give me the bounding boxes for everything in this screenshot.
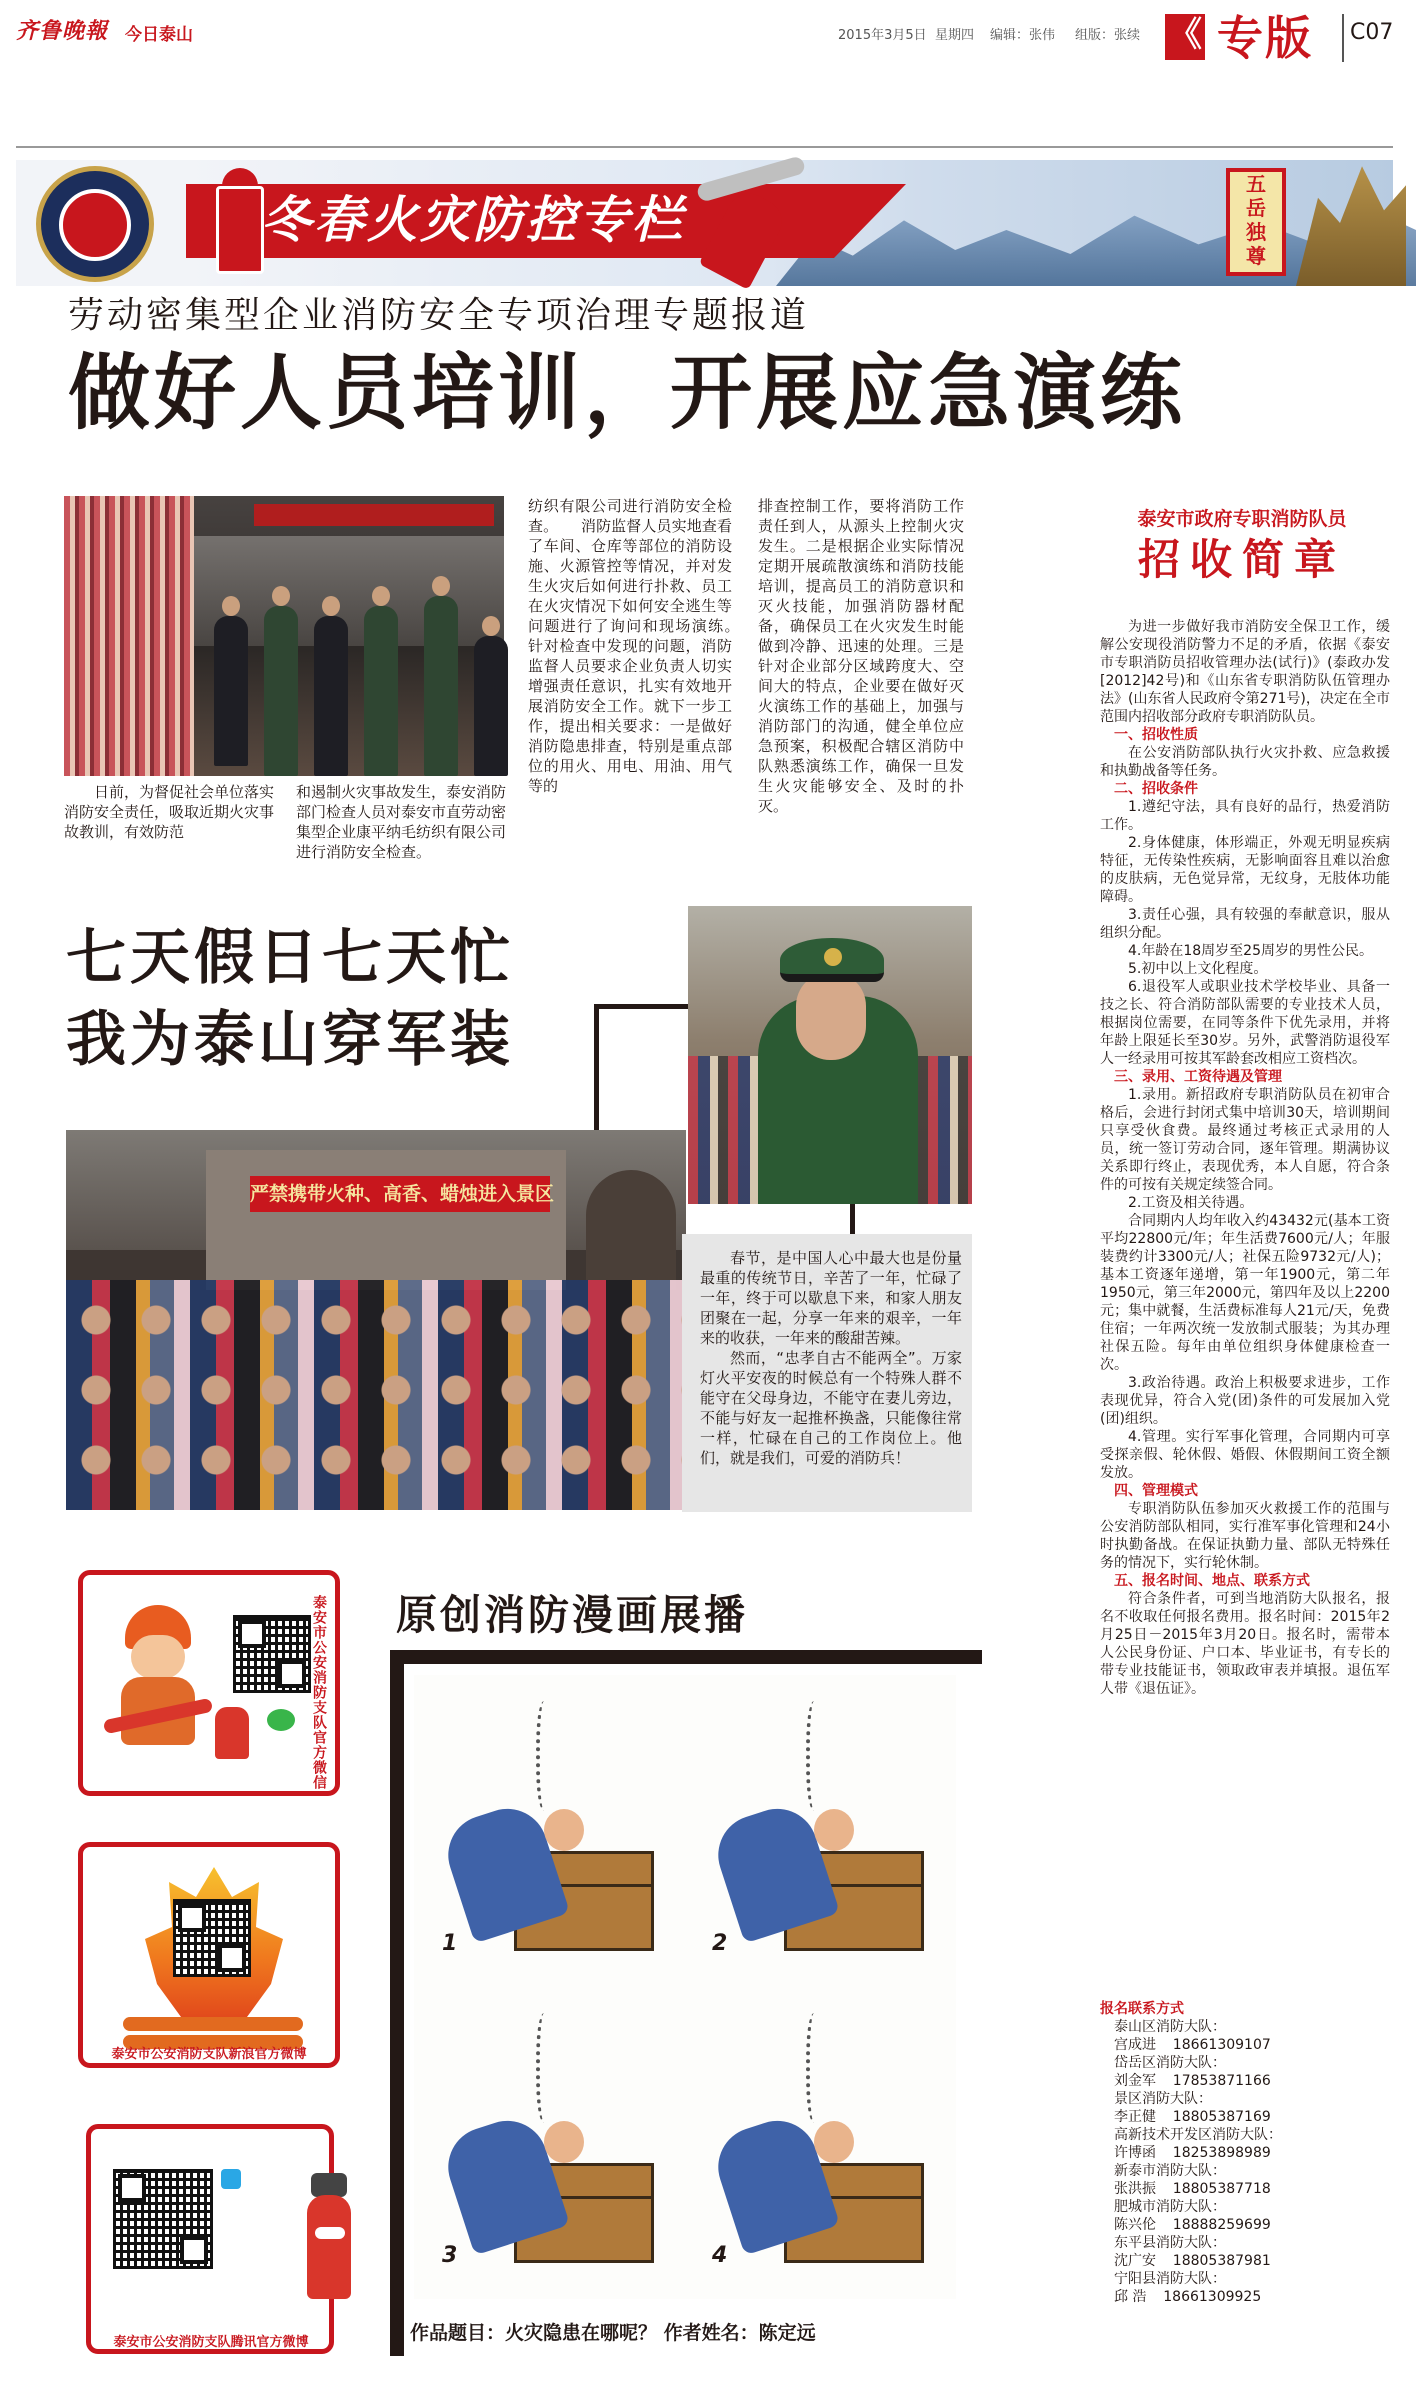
tencent-weibo-qr-code[interactable] xyxy=(113,2169,213,2269)
contact-phone[interactable]: 18661309925 xyxy=(1163,2289,1262,2305)
contact-list xyxy=(1100,2018,1390,2306)
inspection-photo xyxy=(64,496,504,776)
recruit-org: 泰安市政府专职消防队员 xyxy=(1137,508,1347,530)
article1-column2: 排查控制工作，要将消防工作责任到人，从源头上控制火灾发生。二是根据企业实际情况定期开展疏散演练和消防技能培训，提高员工的消防意识和灭火技能，加强消防器材配备，确保员工在火灾发生时能做到冷静、迅速的处理。三是针对企业部分区域跨度大、空间大的特点，企业要在做好灭火演练工作的基础上，加强与消防部门的沟通，健全单位应急预案，积极配合辖区消防中队熟悉演练工作，确保一旦发生火灾能够安全、及时的扑灭。 xyxy=(758,497,964,815)
article2-headline-line1: 七天假日七天忙 xyxy=(66,923,514,993)
wechat-label: 泰安市公安消防支队官方微信 xyxy=(311,1595,327,1790)
extinguisher-icon xyxy=(666,162,816,282)
contact-person xyxy=(1100,2072,1390,2090)
recruit-section-title: 四、管理模式 xyxy=(1114,1483,1198,1499)
contact-unit: 宁阳县消防大队： xyxy=(1114,2271,1226,2287)
contact-name: 邱 浩 xyxy=(1114,2289,1147,2305)
recruit-item: 合同期内人均年收入约43432元(基本工资平均22800元/年；年生活费7600元/人；年服装费约计3300元/人；社保五险9732元/人)；基本工资逐年递增，第一年1900元，第二年1950元，第三年2000元，第四年及以上2200元；集中就餐，生活费标准每人21元/天，免费住宿；一年两次统一发放制式服装；为其办理社保五险。每年由单位组织身体健康检查一次。 xyxy=(1100,1213,1390,1373)
issue-date: 2015年3月5日 xyxy=(838,28,927,43)
recruit-paragraph: 在公安消防部队执行火灾扑救、应急救援和执勤战备等任务。 xyxy=(1100,745,1390,779)
page-tag xyxy=(1165,12,1335,64)
contacts-title: 报名联系方式 xyxy=(1100,2001,1184,2017)
wechat-qr-code[interactable] xyxy=(233,1615,311,1693)
contact-person xyxy=(1100,2216,1390,2234)
recruit-section-title: 五、报名时间、地点、联系方式 xyxy=(1114,1573,1310,1589)
cartoon-section-title: 原创消防漫画展播 xyxy=(396,1591,748,1639)
sina-weibo-promo xyxy=(78,1842,340,2068)
quote-paragraph: 然而，“忠孝自古不能两全”。万家灯火平安夜的时候总有一个特殊人群不能守在父母身边，不能守在妻儿旁边，不能与好友一起推杯换盏，只能像往常一样，忙碌在自己的工作岗位上。他们，就是我们，可爱的消防兵！ xyxy=(700,1349,962,1467)
article1-subtitle: 劳动密集型企业消防安全专项治理专题报道 xyxy=(68,295,810,336)
contact-unit: 泰山区消防大队： xyxy=(1114,2019,1226,2035)
hydrant-icon xyxy=(215,1707,249,1759)
contact-phone[interactable]: 18253898989 xyxy=(1172,2145,1271,2161)
recruit-item: 3.政治待遇。政治上积极要求进步，工作表现优异，符合入党(团)条件的可发展加入党(团)组织。 xyxy=(1100,1375,1390,1427)
contact-person xyxy=(1100,2288,1390,2306)
quote-text xyxy=(700,1248,962,1468)
recruit-item: 4.管理。实行军事化管理，合同期内可享受探亲假、轮休假、婚假、休假期间工资全额发放。 xyxy=(1100,1429,1390,1481)
cartoon-strip xyxy=(414,1675,956,2299)
contact-phone[interactable]: 18888259699 xyxy=(1172,2217,1271,2233)
recruit-section-title: 一、招收性质 xyxy=(1114,727,1198,743)
quote-paragraph: 春节，是中国人心中最大也是份量最重的传统节日，辛苦了一年，忙碌了一年，终于可以歇息下来，和家人朋友团聚在一起，分享一年来的艰辛，一年来的收获，一年来的酸甜苦辣。 xyxy=(700,1249,962,1347)
hydrant-icon xyxy=(212,168,268,278)
contact-unit: 景区消防大队： xyxy=(1114,2091,1212,2107)
cartoon-caption: 作品题目：火灾隐患在哪呢？ 作者姓名：陈定远 xyxy=(410,2322,816,2344)
log-icon xyxy=(123,2017,303,2031)
contact-name: 张洪振 xyxy=(1114,2181,1156,2197)
recruit-contacts xyxy=(1100,2000,1390,2306)
contact-name: 陈兴伦 xyxy=(1114,2217,1156,2233)
contact-person xyxy=(1100,2252,1390,2270)
recruit-intro: 为进一步做好我市消防安全保卫工作，缓解公安现役消防警力不足的矛盾，依据《泰安市专职消防员招收管理办法(试行)》(泰政办发[2012]42号)和《山东省专职消防队伍管理办法》(山东省人民政府令第271号)，决定在全市范围内招收部分政府专职消防队员。 xyxy=(1100,619,1390,725)
recruit-item: 2.工资及相关待遇。 xyxy=(1128,1195,1254,1211)
contact-person xyxy=(1100,2144,1390,2162)
header-rule xyxy=(16,146,1393,148)
contact-person xyxy=(1100,2108,1390,2126)
header-divider xyxy=(1342,14,1344,62)
contact-unit: 高新技术开发区消防大队： xyxy=(1114,2127,1282,2143)
contact-unit: 肥城市消防大队： xyxy=(1114,2199,1226,2215)
recruit-item: 3.责任心强，具有较强的奉献意识，服从组织分配。 xyxy=(1100,907,1390,941)
crowd-photo xyxy=(66,1130,686,1510)
peak-illustration xyxy=(1296,160,1406,286)
recruit-paragraph: 符合条件者，可到当地消防大队报名，报名不收取任何报名费用。报名时间：2015年2月25日－2015年3月20日。报名时，需带本人公民身份证、户口本、毕业证书，有专长的带专业技能证书，领取政审表并填报。退伍军人带《退伍证》。 xyxy=(1100,1591,1390,1697)
extinguisher-mascot-icon xyxy=(301,2173,355,2303)
contact-name: 宫成进 xyxy=(1114,2037,1156,2053)
contact-name: 刘金军 xyxy=(1114,2073,1156,2089)
section-name: 今日泰山 xyxy=(125,25,193,45)
connector-line xyxy=(594,1004,599,1130)
article1-column1: 纺织有限公司进行消防安全检查。 消防监督人员实地查看了车间、仓库等部位的消防设施、火源管控等情况，并对发生火灾后如何进行扑救、员工在火灾情况下如何安全逃生等问题进行了询问和现场演练。 针对检查中发现的问题，消防监督人员要求企业负责人切实增强责任意识，扎实有效地开展消防安全工作。就下一步工作，提出相关要求：一是做好消防隐患排查，特别是重点部位的用火、用电、用油、用气等的 xyxy=(528,497,763,795)
contact-phone[interactable]: 18805387981 xyxy=(1172,2253,1271,2269)
recruit-item: 1.录用。新招政府专职消防队员在初审合格后，会进行封闭式集中培训30天，培训期间只享受伙食费。最终通过考核正式录用的人员，统一签订劳动合同，逐年管理。期满协议关系即行终止，表现优秀，本人自愿，符合条件的可按有关规定续签合同。 xyxy=(1100,1087,1390,1193)
contact-phone[interactable]: 18805387718 xyxy=(1172,2181,1271,2197)
fire-police-emblem-icon xyxy=(36,166,154,282)
wechat-promo xyxy=(78,1570,340,1796)
tag-label: 专版 xyxy=(1217,11,1313,65)
recruit-paragraph: 专职消防队伍参加灭火救援工作的范围与公安消防部队相同，实行准军事化管理和24小时执勤备战。在保证执勤力量、部队无特殊任务的情况下，实行轮休制。 xyxy=(1100,1501,1390,1571)
contact-name: 沈广安 xyxy=(1114,2253,1156,2269)
contact-unit: 新泰市消防大队： xyxy=(1114,2163,1226,2179)
contact-unit: 东平县消防大队： xyxy=(1114,2235,1226,2251)
soldier-photo xyxy=(688,906,972,1204)
cartoon-panel: 2 xyxy=(694,1681,944,1971)
newspaper-logo: 齐鲁晚報 xyxy=(16,18,109,44)
recruit-item: 2.身体健康，体形端正，外观无明显疾病特征，无传染性疾病，无影响面容且难以治愈的皮肤病，无色觉异常，无纹身，无肢体功能障碍。 xyxy=(1100,835,1390,905)
cartoon-panel: 4 xyxy=(694,1993,944,2283)
article1-caption-part2: 和遏制火灾事故发生，泰安消防部门检查人员对泰安市直劳动密集型企业康平纳毛纺织有限公司进行消防安全检查。 xyxy=(296,783,507,861)
connector-line xyxy=(850,1204,855,1234)
recruit-item: 5.初中以上文化程度。 xyxy=(1128,961,1268,977)
article1-caption-part1: 日前，为督促社会单位落实消防安全责任，吸取近期火灾事故教训，有效防范 xyxy=(64,783,275,841)
contact-person xyxy=(1100,2180,1390,2198)
layout-credit: 组版：张续 xyxy=(1075,28,1141,43)
recruit-title: 招收简章 xyxy=(1137,535,1346,584)
recruit-section-title: 三、录用、工资待遇及管理 xyxy=(1114,1069,1282,1085)
contact-person xyxy=(1100,2036,1390,2054)
connector-line xyxy=(594,1004,688,1009)
page-number: C07 xyxy=(1350,20,1394,45)
contact-phone[interactable]: 18805387169 xyxy=(1172,2109,1271,2125)
wechat-icon xyxy=(267,1709,295,1731)
cartoon-panel: 1 xyxy=(424,1681,674,1971)
article2-headline-line2: 我为泰山穿军装 xyxy=(66,1005,514,1075)
tencent-weibo-label: 泰安市公安消防支队腾讯官方微博 xyxy=(113,2335,309,2350)
contact-phone[interactable]: 17853871166 xyxy=(1172,2073,1271,2089)
contact-name: 许博函 xyxy=(1114,2145,1156,2161)
recruit-section-title: 二、招收条件 xyxy=(1114,781,1198,797)
contact-unit: 岱岳区消防大队： xyxy=(1114,2055,1226,2071)
cartoon-panel: 3 xyxy=(424,1993,674,2283)
column-banner xyxy=(16,160,1393,286)
editor-credit: 编辑：张伟 xyxy=(990,28,1056,43)
recruit-item: 6.退役军人或职业技术学校毕业、具备一技之长、符合消防部队需要的专业技术人员，根据岗位需要，在同等条件下优先录用，并将年龄上限延长至30岁。另外，武警消防退役军人一经录用可按其军龄套改相应工资档次。 xyxy=(1100,979,1390,1067)
recruit-item: 4.年龄在18周岁至25周岁的男性公民。 xyxy=(1128,943,1373,959)
taishan-seal: 五 岳 独 尊 xyxy=(1226,168,1286,276)
sina-weibo-qr-code[interactable] xyxy=(173,1899,251,1977)
tencent-weibo-icon xyxy=(221,2169,241,2189)
issue-weekday: 星期四 xyxy=(935,28,975,43)
sina-weibo-label: 泰安市公安消防支队新浪官方微博 xyxy=(111,2047,307,2062)
contact-name: 李正健 xyxy=(1114,2109,1156,2125)
banner-title: 冬春火灾防控专栏 xyxy=(261,191,685,249)
tencent-weibo-promo xyxy=(86,2124,334,2354)
scenic-area-warning-banner: 严禁携带火种、高香、蜡烛进入景区 xyxy=(250,1176,550,1212)
tag-chevron-icon: 《 xyxy=(1165,14,1205,60)
recruit-body xyxy=(1100,618,1390,1698)
article1-headline: 做好人员培训，开展应急演练 xyxy=(68,346,1187,441)
firefighter-mascot-icon xyxy=(103,1605,213,1755)
contact-phone[interactable]: 18661309107 xyxy=(1172,2037,1271,2053)
recruit-item: 1.遵纪守法，具有良好的品行，热爱消防工作。 xyxy=(1100,799,1390,833)
